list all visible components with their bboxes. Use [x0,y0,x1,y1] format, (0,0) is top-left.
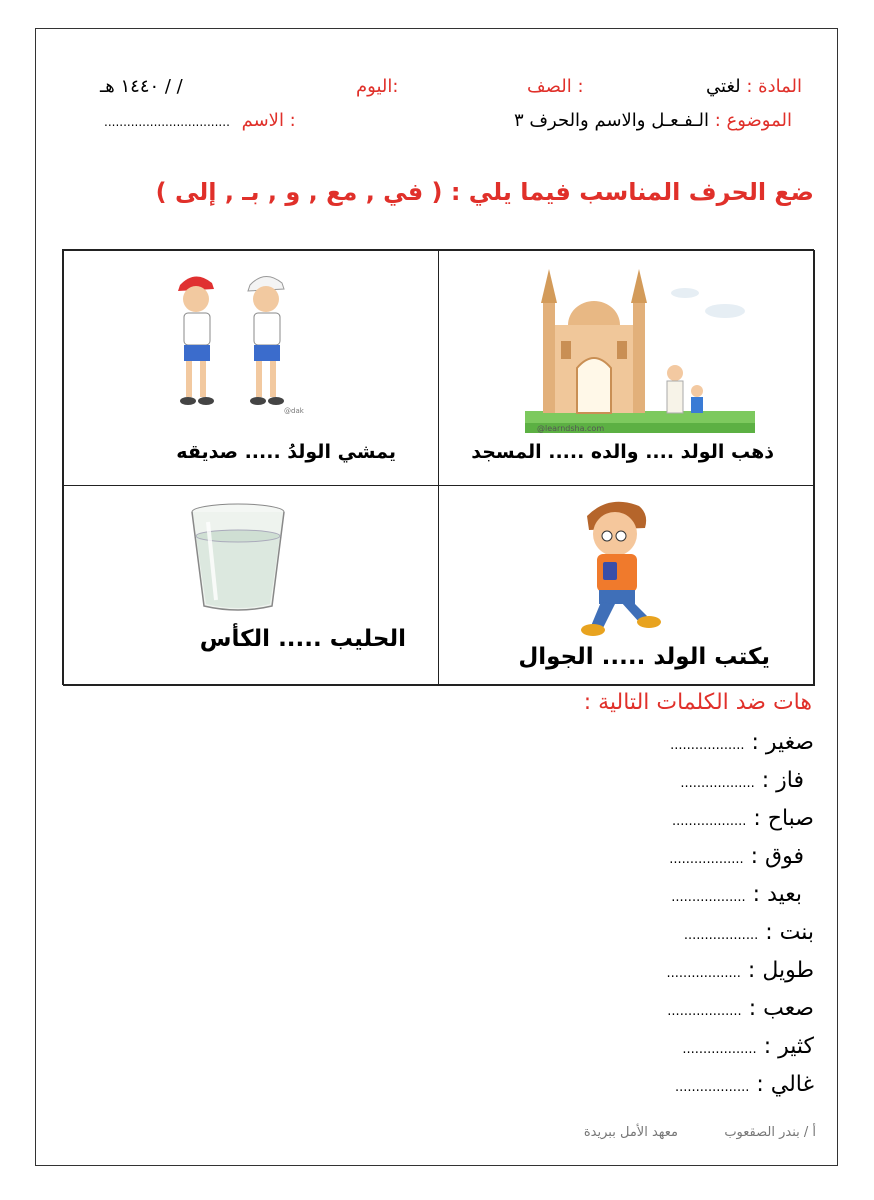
topic-label: الموضوع : [714,110,792,131]
word-label: صعب : [748,996,814,1021]
grid-cell-glass [63,485,439,686]
answer-dots: .................. [669,852,744,867]
word-label: فوق : [750,844,804,869]
grid-cell-boys [63,250,439,486]
watermark-text: @learndsha.com [537,424,605,433]
answer-dots: .................. [667,1004,742,1019]
opposite-item [667,996,814,1021]
name-field [104,110,296,131]
day-label: اليوم: [356,76,399,97]
teacher-name: أ / بندر الصقعوب [724,1125,816,1140]
answer-dots: .................. [670,738,745,753]
answer-dots: .................. [671,890,746,905]
two-boys-image [170,265,310,415]
answer-dots: .................. [674,1080,750,1095]
word-label: كثير : [763,1034,814,1059]
answer-dots: .................. [666,966,741,981]
section2-instruction: هات ضد الكلمات التالية : [583,690,812,715]
word-label: بنت : [765,920,814,945]
caption-phone: يكتب الولد ..... الجوال [518,644,770,670]
word-label: فاز : [761,768,804,793]
answer-dots: .................. [671,814,747,829]
topic-value: الـفـعـل والاسم والحرف ٣ [513,110,709,131]
word-label: غالي : [756,1072,814,1097]
opposite-item [672,806,814,831]
caption-mosque: ذهب الولد .... والده ..... المسجد [471,441,774,463]
class-label: الصف : [527,76,584,97]
opposite-item [667,958,814,983]
opposite-item [684,920,814,945]
answer-dots: .................. [680,776,755,791]
topic-field [514,110,792,131]
opposite-item [682,1034,814,1059]
name-label: الاسم : [241,110,296,131]
word-label: طويل : [747,958,814,983]
word-label: صباح : [753,806,814,831]
name-dots: ................................. [104,115,230,129]
image-grid [62,249,814,685]
subject-field [706,76,802,97]
opposite-item [670,730,814,755]
opposite-item [675,1072,814,1097]
subject-value: لغتي [706,76,741,97]
grid-cell-mosque [438,250,815,486]
glass-image [188,502,288,614]
boy-phone-image [569,494,679,639]
grid-cell-phone [438,485,815,686]
school-name: معهد الأمل ببريدة [583,1125,678,1140]
date-text: / / ١٤٤٠ هـ [100,76,183,97]
opposite-item [669,844,804,869]
watermark-text-2: @dak [284,407,304,415]
answer-dots: .................. [683,928,759,943]
caption-boys: يمشي الولدُ ..... صديقه [176,441,396,463]
mosque-image [525,263,755,433]
section1-instruction: ضع الحرف المناسب فيما يلي : ( في , مع , و , بـ , إلى ) [155,178,814,206]
subject-label: المادة : [746,76,802,97]
answer-dots: .................. [682,1042,757,1057]
word-label: بعيد : [752,882,802,907]
opposite-item [680,768,804,793]
word-label: صغير : [751,730,814,755]
caption-glass: الحليب ..... الكأس [199,626,406,652]
opposite-item [671,882,802,907]
